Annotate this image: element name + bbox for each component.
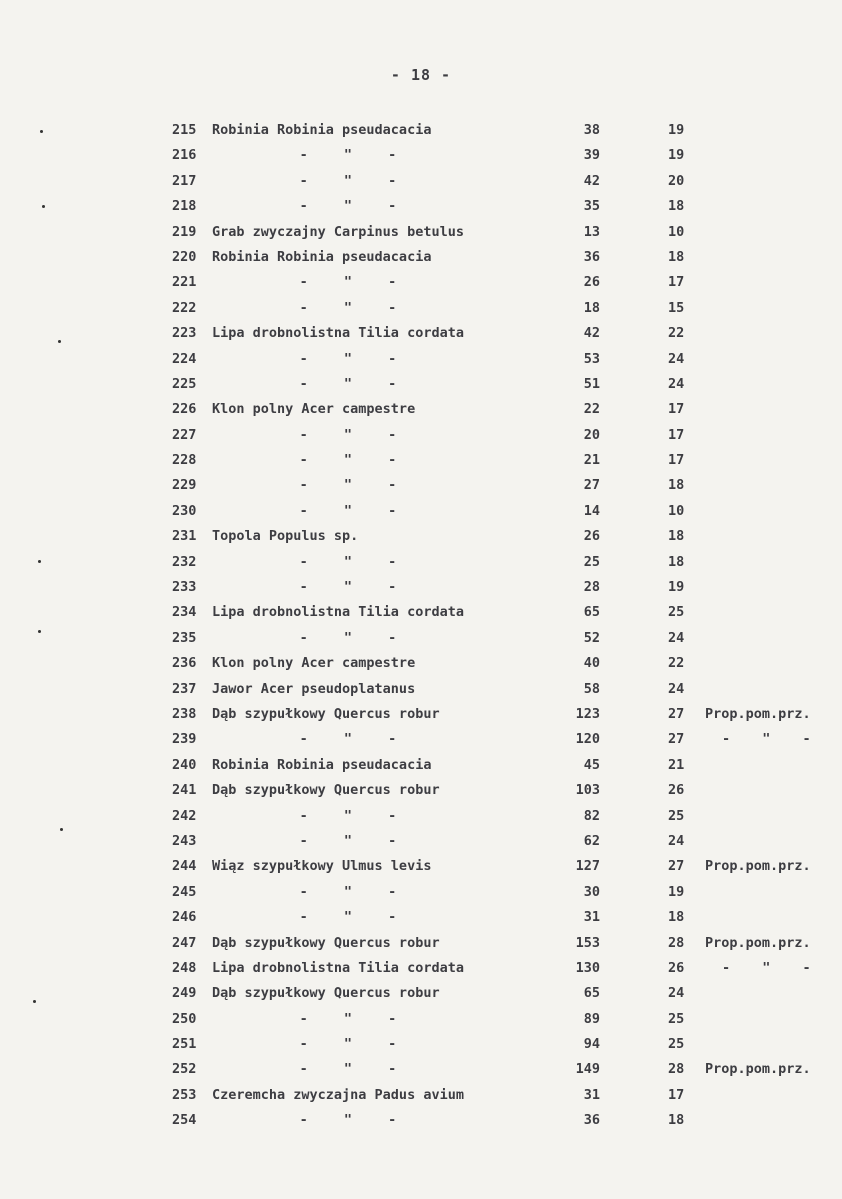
tree-height: 19 (668, 147, 685, 164)
tree-species: - " - (299, 1061, 411, 1078)
tree-number: 228 (172, 452, 197, 469)
tree-number: 238 (172, 705, 197, 722)
tree-height: 17 (668, 1086, 685, 1103)
tree-number: 239 (172, 731, 197, 748)
tree-number: 243 (172, 832, 197, 849)
tree-number: 230 (172, 502, 197, 519)
tree-number: 234 (172, 604, 197, 621)
tree-number: 232 (172, 553, 197, 570)
tree-number: 223 (172, 325, 197, 342)
trunk-circumference: 52 (583, 629, 600, 646)
table-row (0, 981, 842, 1006)
tree-species: - " - (299, 1010, 411, 1027)
tree-height: 19 (668, 579, 685, 596)
trunk-circumference: 62 (583, 832, 600, 849)
tree-note: Prop.pom.prz. (705, 705, 811, 722)
tree-height: 27 (668, 731, 685, 748)
tree-species: - " - (299, 172, 411, 189)
tree-species: - " - (299, 1112, 411, 1129)
table-row (0, 321, 842, 346)
tree-number: 240 (172, 756, 197, 773)
trunk-circumference: 94 (583, 1036, 600, 1053)
tree-height: 28 (668, 1061, 685, 1078)
table-row (0, 753, 842, 778)
tree-species: - " - (299, 147, 411, 164)
tree-note: Prop.pom.prz. (705, 934, 811, 951)
tree-species: Grab zwyczajny Carpinus betulus (212, 223, 464, 240)
trunk-circumference: 20 (583, 426, 600, 443)
table-row (0, 778, 842, 803)
trunk-circumference: 28 (583, 579, 600, 596)
trunk-circumference: 123 (575, 705, 600, 722)
tree-height: 17 (668, 452, 685, 469)
table-row (0, 854, 842, 879)
trunk-circumference: 13 (583, 223, 600, 240)
tree-height: 22 (668, 655, 685, 672)
tree-species: - " - (299, 274, 411, 291)
trunk-circumference: 45 (583, 756, 600, 773)
tree-height: 19 (668, 883, 685, 900)
tree-number: 215 (172, 122, 197, 138)
trunk-circumference: 22 (583, 401, 600, 418)
tree-height: 19 (668, 122, 685, 138)
page-number: - 18 - (390, 66, 452, 84)
tree-species: - " - (299, 299, 411, 316)
tree-species: - " - (299, 426, 411, 443)
table-row (0, 804, 842, 829)
trunk-circumference: 42 (583, 172, 600, 189)
tree-species: Czeremcha zwyczajna Padus avium (212, 1086, 464, 1103)
tree-height: 15 (668, 299, 685, 316)
tree-species: Lipa drobnolistna Tilia cordata (212, 959, 464, 976)
tree-number: 217 (172, 172, 197, 189)
table-row (0, 347, 842, 372)
tree-species: Dąb szypułkowy Quercus robur (212, 934, 440, 951)
tree-species: - " - (299, 452, 411, 469)
table-row (0, 118, 842, 143)
tree-number: 216 (172, 147, 197, 164)
tree-number: 247 (172, 934, 197, 951)
tree-note: Prop.pom.prz. (705, 858, 811, 875)
tree-number: 250 (172, 1010, 197, 1027)
tree-number: 227 (172, 426, 197, 443)
table-row (0, 524, 842, 549)
table-row (0, 270, 842, 295)
table-row (0, 880, 842, 905)
trunk-circumference: 21 (583, 452, 600, 469)
tree-species: - " - (299, 375, 411, 392)
tree-number: 231 (172, 528, 197, 545)
trunk-circumference: 35 (583, 198, 600, 215)
tree-number: 248 (172, 959, 197, 976)
trunk-circumference: 27 (583, 477, 600, 494)
tree-height: 24 (668, 832, 685, 849)
tree-height: 20 (668, 172, 685, 189)
table-row (0, 626, 842, 651)
table-row (0, 220, 842, 245)
tree-number: 229 (172, 477, 197, 494)
table-row (0, 1032, 842, 1057)
tree-height: 17 (668, 426, 685, 443)
table-row (0, 473, 842, 498)
tree-number: 218 (172, 198, 197, 215)
tree-number: 233 (172, 579, 197, 596)
tree-height: 25 (668, 1010, 685, 1027)
tree-number: 253 (172, 1086, 197, 1103)
trunk-circumference: 39 (583, 147, 600, 164)
tree-species: - " - (299, 477, 411, 494)
table-row (0, 1007, 842, 1032)
table-row (0, 677, 842, 702)
tree-number: 245 (172, 883, 197, 900)
tree-height: 25 (668, 604, 685, 621)
scan-mark (40, 130, 43, 133)
trunk-circumference: 130 (575, 959, 600, 976)
tree-species: Jawor Acer pseudoplatanus (212, 680, 416, 697)
trunk-circumference: 65 (583, 604, 600, 621)
table-row (0, 423, 842, 448)
table-row (0, 702, 842, 727)
table-row (0, 397, 842, 422)
tree-height: 28 (668, 934, 685, 951)
tree-number: 225 (172, 375, 197, 392)
table-row (0, 550, 842, 575)
tree-number: 246 (172, 909, 197, 926)
trunk-circumference: 42 (583, 325, 600, 342)
table-row (0, 1083, 842, 1108)
trunk-circumference: 40 (583, 655, 600, 672)
scan-mark (33, 1000, 36, 1003)
tree-species: - " - (299, 832, 411, 849)
trunk-circumference: 18 (583, 299, 600, 316)
tree-height: 17 (668, 401, 685, 418)
tree-height: 24 (668, 375, 685, 392)
tree-height: 25 (668, 1036, 685, 1053)
table-row (0, 1108, 842, 1133)
tree-height: 25 (668, 807, 685, 824)
trunk-circumference: 149 (575, 1061, 600, 1078)
tree-species: Klon polny Acer campestre (212, 401, 416, 418)
trunk-circumference: 26 (583, 528, 600, 545)
trunk-circumference: 53 (583, 350, 600, 367)
table-row (0, 499, 842, 524)
tree-species: - " - (299, 502, 411, 519)
tree-species: - " - (299, 731, 411, 748)
tree-height: 24 (668, 629, 685, 646)
tree-number: 219 (172, 223, 197, 240)
trunk-circumference: 82 (583, 807, 600, 824)
tree-number: 254 (172, 1112, 197, 1129)
trunk-circumference: 36 (583, 248, 600, 265)
trunk-circumference: 51 (583, 375, 600, 392)
scan-mark (38, 560, 41, 563)
tree-height: 18 (668, 198, 685, 215)
table-row (0, 296, 842, 321)
tree-species: Wiąz szypułkowy Ulmus levis (212, 858, 432, 875)
trunk-circumference: 127 (575, 858, 600, 875)
tree-species: - " - (299, 198, 411, 215)
table-row (0, 575, 842, 600)
tree-height: 24 (668, 350, 685, 367)
tree-number: 220 (172, 248, 197, 265)
tree-species: - " - (299, 350, 411, 367)
tree-height: 18 (668, 528, 685, 545)
trunk-circumference: 14 (583, 502, 600, 519)
tree-height: 26 (668, 782, 685, 799)
table-row (0, 169, 842, 194)
tree-species: - " - (299, 553, 411, 570)
tree-height: 21 (668, 756, 685, 773)
tree-height: 27 (668, 858, 685, 875)
tree-number: 244 (172, 858, 197, 875)
trunk-circumference: 25 (583, 553, 600, 570)
table-row (0, 956, 842, 981)
tree-note: - " - (722, 959, 823, 976)
tree-height: 24 (668, 985, 685, 1002)
tree-height: 17 (668, 274, 685, 291)
tree-number: 241 (172, 782, 197, 799)
tree-species: Dąb szypułkowy Quercus robur (212, 985, 440, 1002)
tree-number: 252 (172, 1061, 197, 1078)
table-row (0, 651, 842, 676)
tree-number: 224 (172, 350, 197, 367)
trunk-circumference: 89 (583, 1010, 600, 1027)
trunk-circumference: 65 (583, 985, 600, 1002)
tree-number: 237 (172, 680, 197, 697)
tree-species: Robinia Robinia pseudacacia (212, 248, 432, 265)
tree-height: 18 (668, 248, 685, 265)
tree-number: 249 (172, 985, 197, 1002)
tree-species: Robinia Robinia pseudacacia (212, 122, 432, 138)
trunk-circumference: 58 (583, 680, 600, 697)
tree-height: 18 (668, 1112, 685, 1129)
table-row (0, 905, 842, 930)
tree-species: Dąb szypułkowy Quercus robur (212, 705, 440, 722)
tree-species: Dąb szypułkowy Quercus robur (212, 782, 440, 799)
tree-height: 10 (668, 502, 685, 519)
tree-number: 242 (172, 807, 197, 824)
tree-height: 27 (668, 705, 685, 722)
table-row (0, 143, 842, 168)
table-row (0, 829, 842, 854)
tree-species: - " - (299, 909, 411, 926)
tree-number: 226 (172, 401, 197, 418)
tree-species: - " - (299, 807, 411, 824)
tree-species: - " - (299, 579, 411, 596)
tree-height: 18 (668, 477, 685, 494)
tree-note: Prop.pom.prz. (705, 1061, 811, 1078)
table-row (0, 727, 842, 752)
tree-height: 10 (668, 223, 685, 240)
tree-height: 18 (668, 553, 685, 570)
table-row (0, 194, 842, 219)
table-row (0, 600, 842, 625)
tree-number: 235 (172, 629, 197, 646)
trunk-circumference: 38 (583, 122, 600, 138)
tree-height: 18 (668, 909, 685, 926)
scan-mark (38, 630, 41, 633)
tree-number: 222 (172, 299, 197, 316)
scan-mark (58, 340, 61, 343)
tree-number: 221 (172, 274, 197, 291)
trunk-circumference: 26 (583, 274, 600, 291)
trunk-circumference: 153 (575, 934, 600, 951)
tree-species: - " - (299, 883, 411, 900)
trunk-circumference: 31 (583, 909, 600, 926)
tree-species: Klon polny Acer campestre (212, 655, 416, 672)
trunk-circumference: 103 (575, 782, 600, 799)
tree-inventory-list (0, 118, 842, 1134)
table-row (0, 931, 842, 956)
tree-note: - " - (722, 731, 823, 748)
table-row (0, 448, 842, 473)
tree-number: 236 (172, 655, 197, 672)
scan-mark (60, 828, 63, 831)
table-row (0, 372, 842, 397)
tree-species: Lipa drobnolistna Tilia cordata (212, 604, 464, 621)
scan-mark (42, 205, 45, 208)
tree-height: 22 (668, 325, 685, 342)
tree-species: Topola Populus sp. (212, 528, 359, 545)
trunk-circumference: 31 (583, 1086, 600, 1103)
tree-species: - " - (299, 629, 411, 646)
tree-species: - " - (299, 1036, 411, 1053)
tree-species: Lipa drobnolistna Tilia cordata (212, 325, 464, 342)
tree-number: 251 (172, 1036, 197, 1053)
table-row (0, 245, 842, 270)
trunk-circumference: 30 (583, 883, 600, 900)
tree-height: 26 (668, 959, 685, 976)
trunk-circumference: 36 (583, 1112, 600, 1129)
trunk-circumference: 120 (575, 731, 600, 748)
tree-height: 24 (668, 680, 685, 697)
tree-species: Robinia Robinia pseudacacia (212, 756, 432, 773)
table-row (0, 1057, 842, 1082)
